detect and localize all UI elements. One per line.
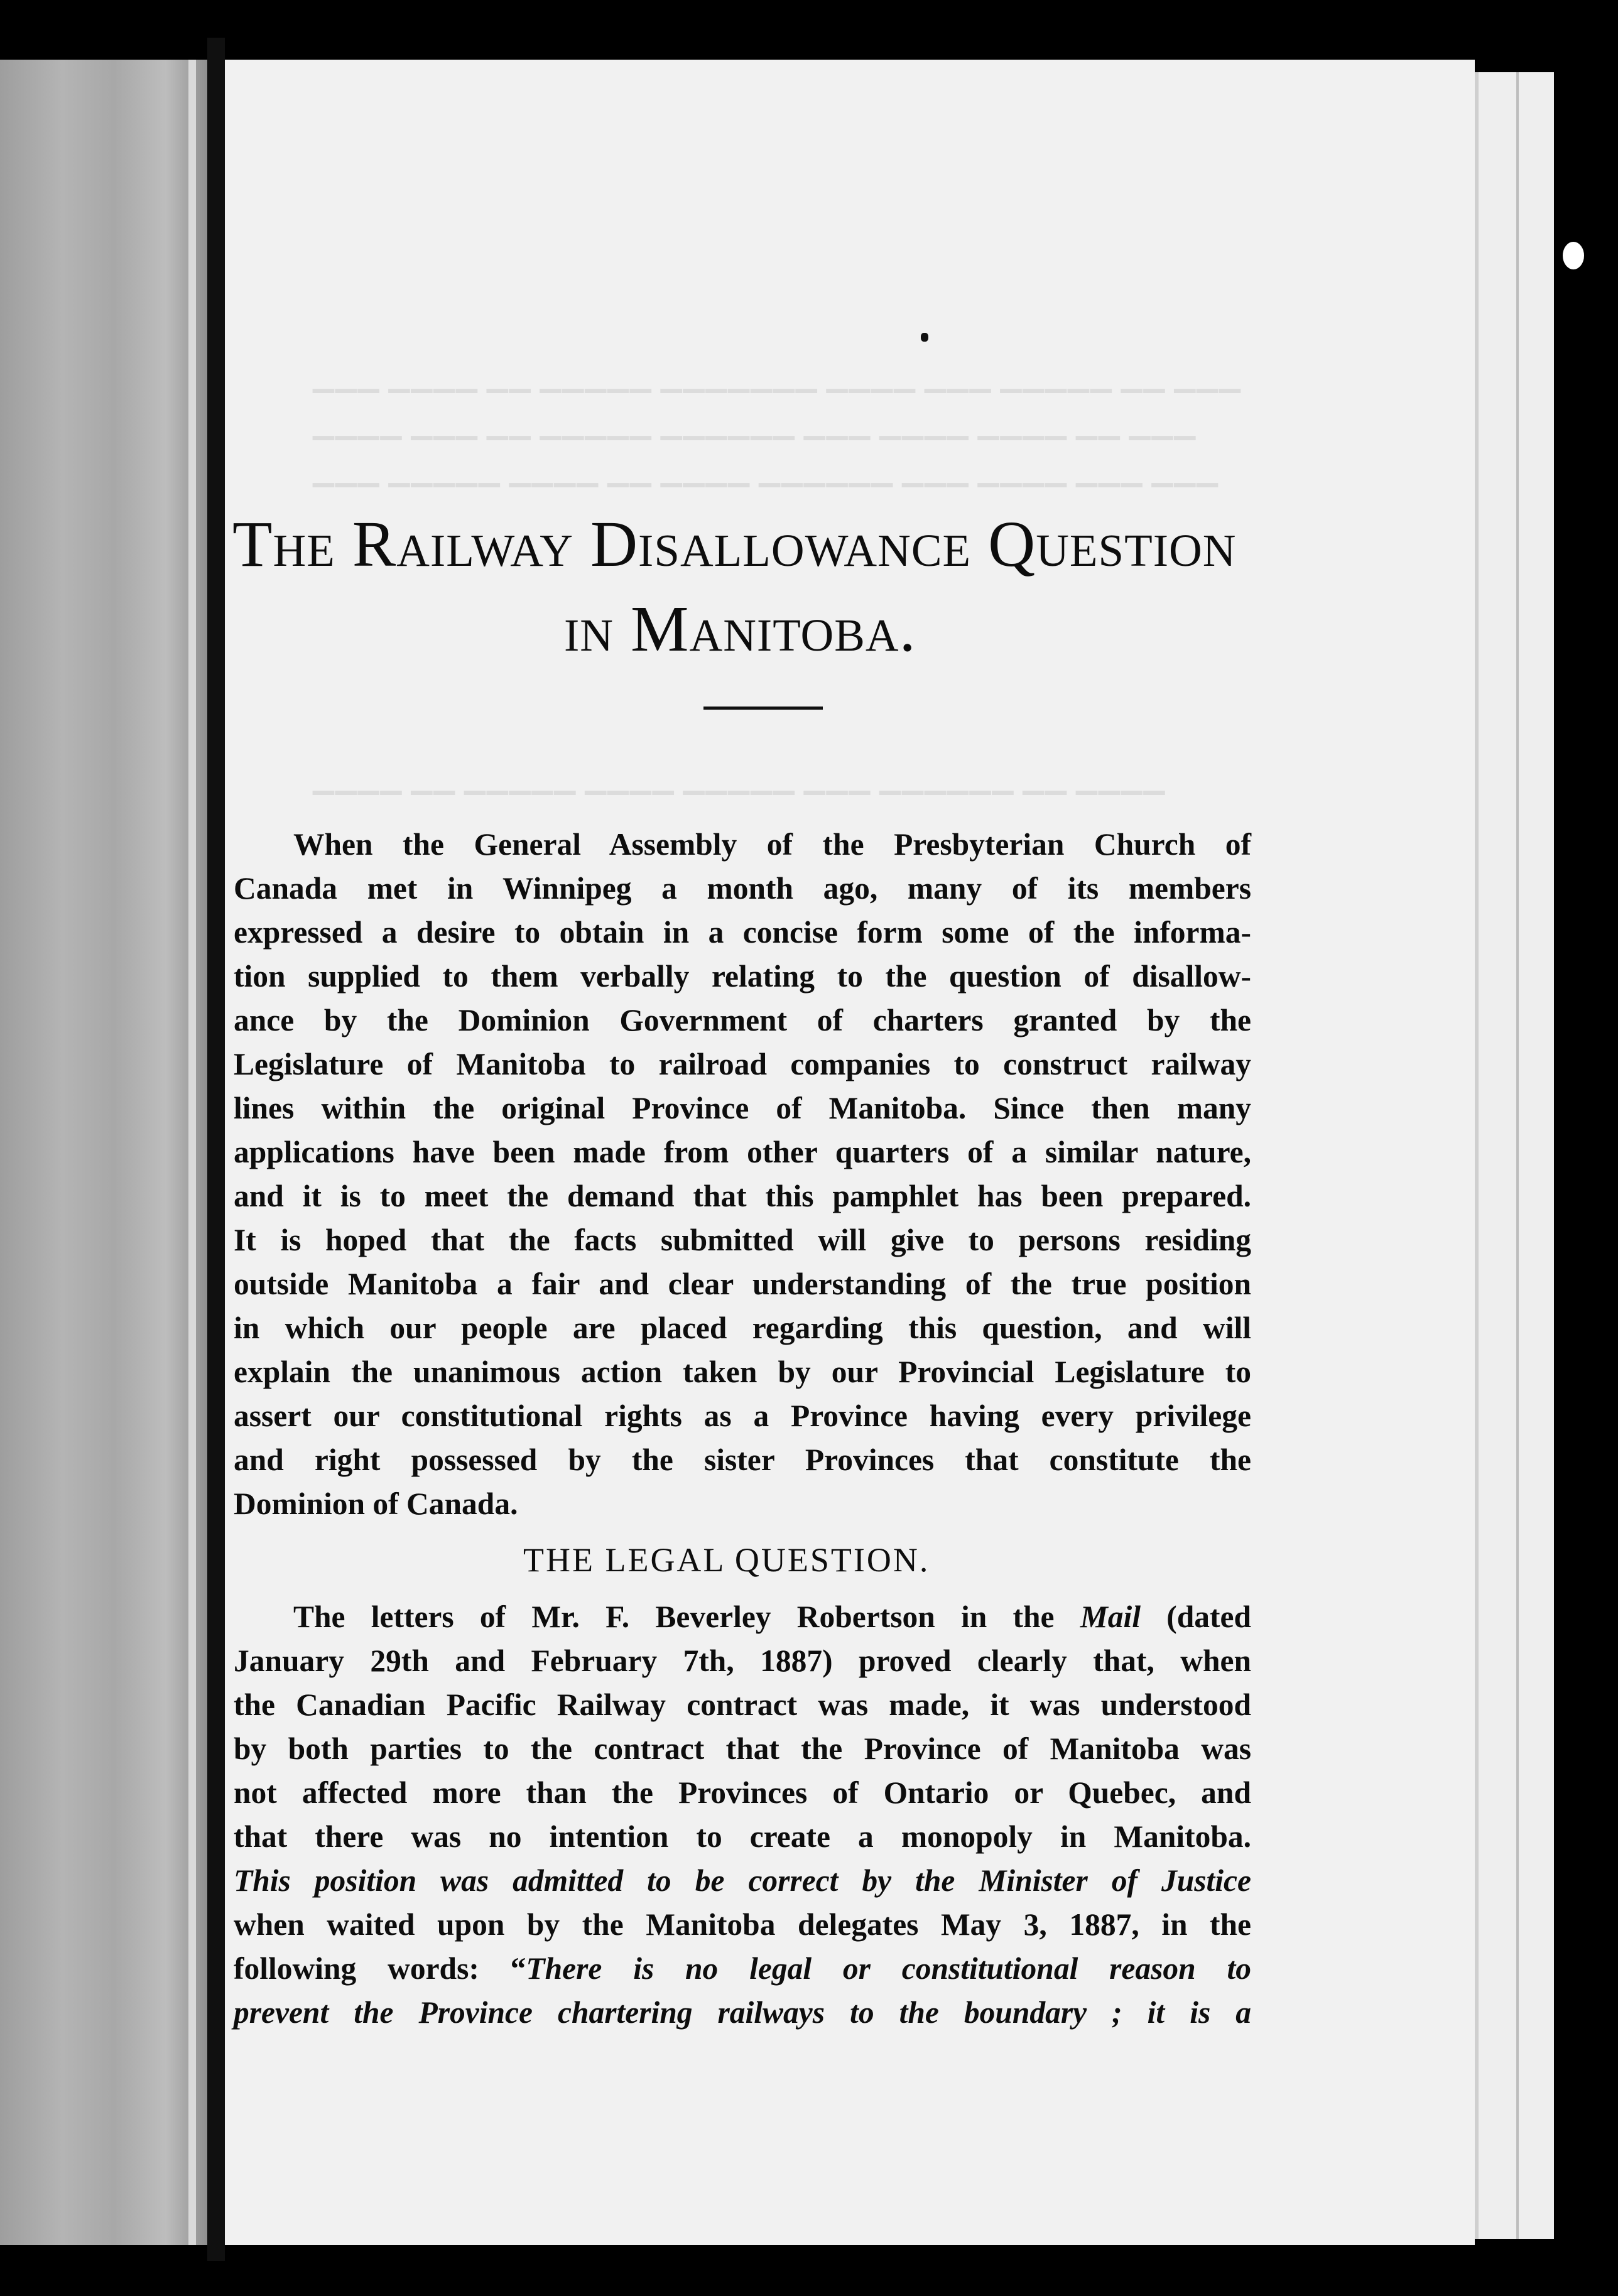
title-divider	[703, 707, 823, 710]
bleed-through-texture: ▁▁▁▁ ▁▁ ▁▁▁▁▁ ▁▁▁▁ ▁▁▁▁▁ ▁▁▁ ▁▁▁▁▁▁ ▁▁ ▁▁▁▁	[313, 764, 1166, 794]
quotation-text: There is no legal or constitutional reason to	[526, 1951, 1252, 1986]
text-line: Dominion of Canada.	[234, 1486, 518, 1521]
text-line: ance by the Dominion Government of charters granted by the	[234, 1003, 1251, 1037]
page-stack-edge	[1475, 72, 1554, 2239]
text-line: When the General Assembly of the Presbyterian Church of	[293, 827, 1251, 862]
binding-shadow	[207, 38, 225, 2261]
text-line: prevent the Province chartering railways to the boundary ; it is a	[234, 1995, 1251, 2030]
scan-speck	[1563, 242, 1584, 269]
bleed-through-texture: ▁▁▁ ▁▁▁▁▁ ▁▁▁▁ ▁▁ ▁▁▁▁ ▁▁▁▁▁▁ ▁▁▁ ▁▁▁▁ ▁▁▁ ▁▁▁	[313, 456, 1220, 487]
adjacent-page-edge	[0, 60, 207, 2245]
text-line: explain the unanimous action taken by our Provincial Legislature to	[234, 1355, 1251, 1389]
section-heading: THE LEGAL QUESTION.	[523, 1541, 930, 1579]
text-segment: (dated	[1141, 1600, 1251, 1634]
text-segment: The letters of Mr. F. Beverley Robertson in the	[293, 1600, 1080, 1634]
text-line: the Canadian Pacific Railway contract was made, it was understood	[234, 1687, 1251, 1722]
text-line: tion supplied to them verbally relating to the question of disallow-	[234, 959, 1251, 994]
bleed-through-texture: ▁▁▁ ▁▁▁▁ ▁▁ ▁▁▁▁▁ ▁▁▁▁▁▁▁ ▁▁▁▁ ▁▁▁ ▁▁▁▁▁ ▁▁ ▁▁▁	[313, 362, 1242, 393]
text-line: It is hoped that the facts submitted will give to persons residing	[234, 1223, 1251, 1257]
title-line-1: The Railway Disallowance Question	[232, 508, 1237, 580]
text-line: and right possessed by the sister Provinces that constitute the	[234, 1443, 1251, 1477]
text-line: assert our constitutional rights as a Province having every privilege	[234, 1399, 1251, 1433]
text-line: not affected more than the Provinces of Ontario or Quebec, and	[234, 1775, 1251, 1810]
text-line: outside Manitoba a fair and clear understanding of the true position	[234, 1267, 1251, 1301]
text-line	[234, 1595, 1251, 1639]
text-line: January 29th and February 7th, 1887) proved clearly that, when	[234, 1643, 1251, 1678]
text-line: in which our people are placed regarding this question, and will	[234, 1311, 1251, 1345]
newspaper-name: Mail	[1080, 1600, 1141, 1634]
text-line: that there was no intention to create a monopoly in Manitoba.	[234, 1819, 1251, 1854]
text-line: Canada met in Winnipeg a month ago, many of its members	[234, 871, 1251, 906]
text-line: expressed a desire to obtain in a concise form some of the informa-	[234, 915, 1251, 950]
text-segment: following words: “	[234, 1951, 526, 1986]
bleed-through-texture: ▁▁▁▁ ▁▁▁ ▁▁ ▁▁▁▁▁ ▁▁▁▁▁▁ ▁▁▁ ▁▁▁▁ ▁▁▁▁ ▁▁ ▁▁▁	[313, 409, 1197, 440]
legal-question-paragraph	[234, 1595, 1251, 2035]
document-page	[225, 60, 1475, 2245]
text-line: applications have been made from other quarters of a similar nature,	[234, 1135, 1251, 1169]
text-line: This position was admitted to be correct by the Minister of Justice	[234, 1863, 1251, 1898]
text-line: by both parties to the contract that the Province of Manitoba was	[234, 1731, 1251, 1766]
text-line: lines within the original Province of Manitoba. Since then many	[234, 1091, 1251, 1125]
title-line-2: in Manitoba.	[564, 593, 916, 665]
text-line: and it is to meet the demand that this pamphlet has been prepared.	[234, 1179, 1251, 1213]
text-line: when waited upon by the Manitoba delegates May 3, 1887, in the	[234, 1907, 1251, 1942]
text-line	[234, 1947, 1251, 1991]
ink-dot	[921, 333, 928, 342]
intro-paragraph	[234, 823, 1251, 1526]
text-line: Legislature of Manitoba to railroad companies to construct railway	[234, 1047, 1251, 1081]
